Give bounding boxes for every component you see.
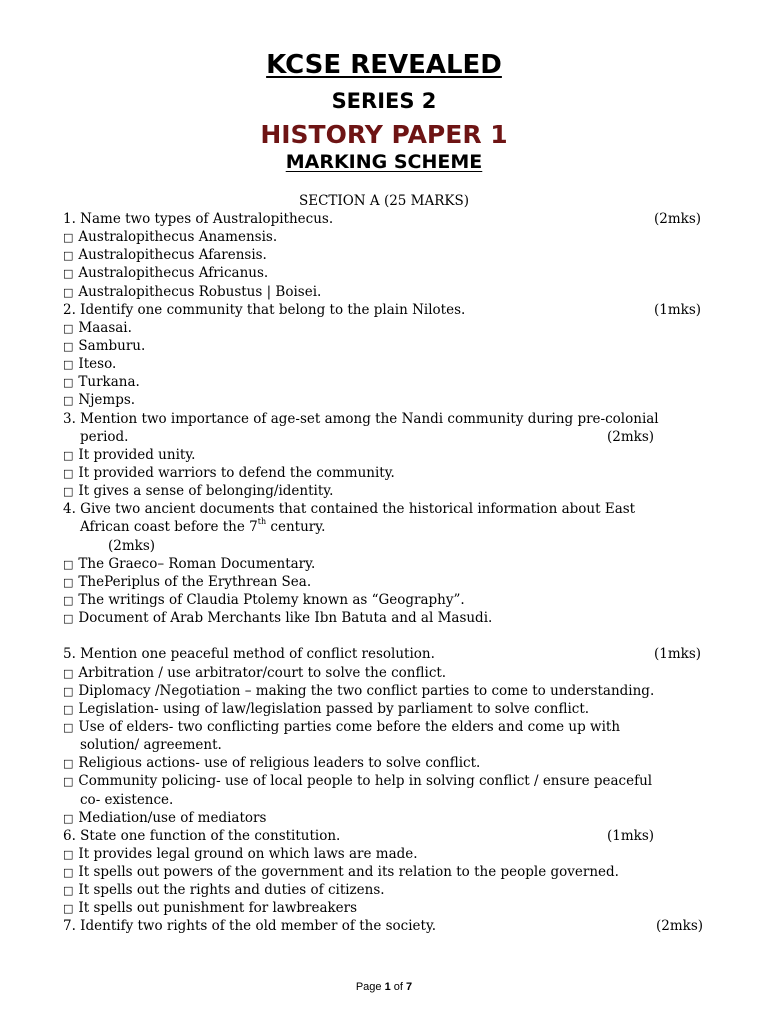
- question-3-continued: [63, 428, 708, 446]
- question-marks: (1mks): [654, 646, 702, 663]
- answer-item: □ It spells out punishment for lawbreakers: [63, 899, 708, 917]
- spacer: [63, 627, 708, 645]
- question-text-cont: century.: [266, 519, 326, 536]
- answer-item: □ It gives a sense of belonging/identity.: [63, 482, 708, 500]
- question-5: [63, 645, 708, 663]
- question-2: [63, 301, 708, 319]
- answer-item: □ Legislation- using of law/legislation passed by parliament to solve conflict.: [63, 700, 708, 718]
- question-marks: (2mks): [607, 428, 655, 445]
- answer-item: □ Maasai.: [63, 319, 708, 337]
- answer-item: □ It spells out the rights and duties of citizens.: [63, 881, 708, 899]
- doc-type: MARKING SCHEME: [285, 151, 483, 173]
- answer-item: □ Diplomacy /Negotiation – making the two conflict parties to come to understanding.: [63, 682, 708, 700]
- question-4: [63, 500, 708, 518]
- doc-series: SERIES 2: [331, 89, 437, 113]
- superscript: th: [257, 517, 267, 527]
- question-marks: (2mks): [108, 537, 156, 554]
- answer-item: □ Australopithecus Anamensis.: [63, 228, 708, 246]
- question-text: 4. Give two ancient documents that contained the historical information about East: [63, 501, 636, 518]
- answer-item: □ Religious actions- use of religious leaders to solve conflict.: [63, 754, 708, 772]
- answer-item: □ The writings of Claudia Ptolemy known as “Geography”.: [63, 591, 708, 609]
- answer-item: □ Arbitration / use arbitrator/court to solve the conflict.: [63, 664, 708, 682]
- answer-item: □ It provided warriors to defend the community.: [63, 464, 708, 482]
- question-marks: (1mks): [607, 827, 655, 844]
- question-text: 6. State one function of the constitution.: [63, 827, 341, 844]
- answer-item: □ It provides legal ground on which laws are made.: [63, 845, 708, 863]
- answer-item: □ Document of Arab Merchants like Ibn Batuta and al Masudi.: [63, 609, 708, 627]
- answer-item-continued: solution/ agreement.: [80, 737, 222, 754]
- answer-item: □ Mediation/use of mediators: [63, 809, 708, 827]
- section-heading: SECTION A (25 MARKS): [298, 193, 470, 209]
- question-6: [63, 827, 708, 845]
- answer-item: □ ThePeriplus of the Erythrean Sea.: [63, 573, 708, 591]
- question-4-continued: [63, 518, 708, 536]
- answer-item: □ Australopithecus Robustus | Boisei.: [63, 283, 708, 301]
- question-7: [63, 917, 708, 935]
- question-1: [63, 210, 708, 228]
- question-marks: (2mks): [654, 211, 702, 227]
- question-marks: (2mks): [656, 918, 704, 935]
- question-text: 1. Name two types of Australopithecus.: [63, 211, 334, 227]
- question-text: 5. Mention one peaceful method of conflict resolution.: [63, 646, 435, 663]
- answer-item: □ Turkana.: [63, 373, 708, 391]
- question-3: [63, 410, 708, 428]
- answer-item: □ Use of elders- two conflicting parties come before the elders and come up with: [63, 718, 708, 736]
- page-total: 7: [406, 981, 413, 993]
- page-footer: [0, 981, 768, 993]
- answer-item: □ Samburu.: [63, 337, 708, 355]
- page-number: 1: [384, 981, 391, 993]
- answer-item: □ The Graeco– Roman Documentary.: [63, 555, 708, 573]
- question-marks: (1mks): [654, 301, 702, 318]
- question-text-cont: period.: [80, 428, 129, 445]
- answer-item: □ Australopithecus Africanus.: [63, 264, 708, 282]
- doc-title: KCSE REVEALED: [266, 50, 502, 80]
- page-label: Page: [355, 981, 382, 993]
- doc-subject: HISTORY PAPER 1: [260, 120, 508, 149]
- question-text: 7. Identify two rights of the old member of the society.: [63, 918, 437, 935]
- of-label: of: [393, 981, 403, 993]
- question-text-cont: African coast before the 7: [80, 519, 258, 536]
- answer-item: □ Njemps.: [63, 391, 708, 409]
- answer-item: □ It provided unity.: [63, 446, 708, 464]
- answer-item: □ Iteso.: [63, 355, 708, 373]
- answer-item-continued: co- existence.: [80, 791, 174, 808]
- question-text: 2. Identify one community that belong to the plain Nilotes.: [63, 301, 466, 318]
- answer-item: □ It spells out powers of the government and its relation to the people governed.: [63, 863, 708, 881]
- question-text: 3. Mention two importance of age-set among the Nandi community during pre-colonial: [63, 410, 659, 427]
- document-body: [63, 210, 708, 936]
- answer-item: □ Australopithecus Afarensis.: [63, 246, 708, 264]
- answer-item: □ Community policing- use of local people to help in solving conflict / ensure peaceful: [63, 772, 708, 790]
- question-4-marks-line: [63, 537, 708, 555]
